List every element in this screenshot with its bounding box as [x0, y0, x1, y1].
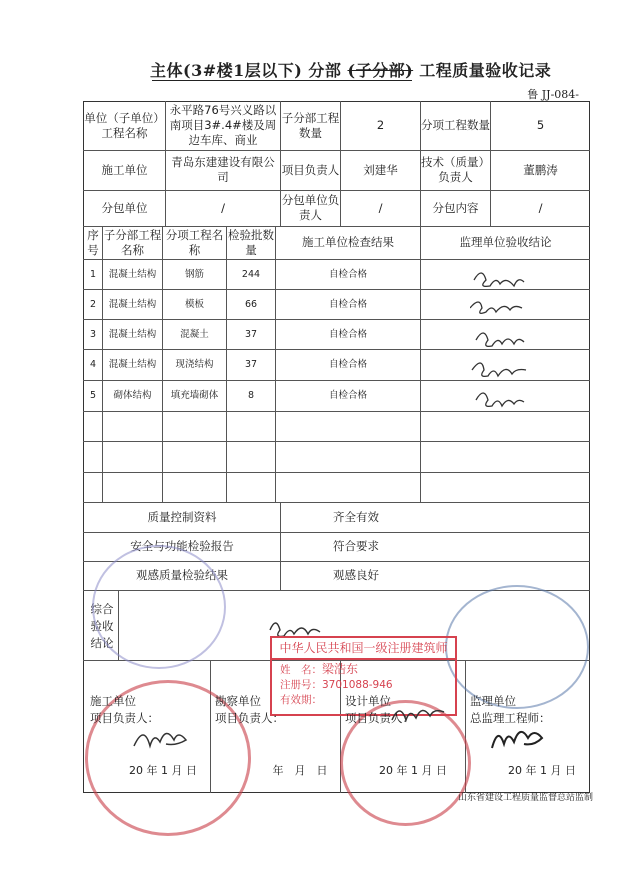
col-header-result: 施工单位检查结果 [302, 235, 394, 249]
issuer-footer: 山东省建设工程质量监督总站监制 [457, 793, 593, 803]
subcontract-content-value: / [538, 200, 543, 215]
survey-date: 年 月 日 [272, 763, 328, 777]
subcontractor-manager-label: 分包单位负责人 [281, 193, 340, 222]
constr-unit-label: 施工单位 [90, 693, 136, 708]
item-count-value: 5 [536, 118, 545, 132]
tech-manager-value: 董鹏涛 [523, 162, 558, 177]
qc-value: 齐全有效 [333, 509, 379, 524]
architect-stamp: 中华人民共和国一级注册建筑师 姓 名：梁浩东 注册号：3701088-946 有效期： [270, 636, 457, 716]
supervisor-row-signatures [470, 260, 550, 410]
design-unit-label: 设计单位 [345, 693, 391, 708]
chief-engineer-label: 总监理工程师： [470, 710, 551, 725]
qc-label: 质量控制资料 [147, 509, 217, 524]
supervisor-date: 20 年 1 月 日 [508, 763, 576, 777]
subcontractor-label: 分包单位 [101, 200, 148, 215]
supervisor-unit-label: 监理单位 [470, 693, 516, 708]
subcontractor-value: / [221, 200, 225, 215]
unit-name-value: 永平路76号兴义路以南项目3#.4#楼及周边车库、商业 [169, 103, 277, 147]
col-header-sub: 子分部工程名称 [103, 227, 162, 257]
subcontract-content-label: 分包内容 [432, 200, 479, 215]
company-stamp-blue [92, 545, 226, 669]
tech-manager-label: 技术（质量）负责人 [421, 155, 490, 184]
safety-label: 安全与功能检验报告 [130, 539, 234, 553]
sub-count-value: 2 [376, 118, 385, 132]
supervisor-stamp-blue [445, 585, 589, 709]
document-number: 鲁 JJ-084- [527, 88, 579, 101]
col-header-no: 序号 [87, 227, 99, 257]
design-pm-label: 项目负责人： [345, 710, 414, 725]
chief-engineer-signature [488, 718, 558, 758]
constructor-value: 青岛东建建设有限公司 [171, 155, 275, 184]
title-underline [152, 80, 412, 81]
constr-pm-label: 项目负责人： [90, 710, 159, 725]
item-count-label: 分项工程数量 [421, 118, 490, 132]
constr-date: 20 年 1 月 日 [129, 763, 197, 777]
appearance-label: 观感质量检验结果 [136, 568, 228, 582]
design-date: 20 年 1 月 日 [379, 763, 447, 777]
col-header-conclusion: 监理单位验收结论 [459, 235, 552, 249]
survey-unit-label: 勘察单位 [215, 693, 261, 708]
subcontractor-manager-value: / [378, 200, 383, 215]
col-header-count: 检验批数量 [228, 227, 274, 257]
unit-name-label: 单位（子单位）工程名称 [84, 110, 165, 140]
appearance-value: 观感良好 [333, 568, 379, 582]
safety-value: 符合要求 [333, 539, 379, 553]
col-header-item: 分项工程名称 [165, 227, 224, 257]
conclusion-label: 综合验收结论 [90, 601, 114, 650]
document-title: 主体(3#楼1层以下) 分部 (子分部) 工程质量验收记录 [150, 61, 552, 80]
constr-pm-signature [130, 718, 200, 758]
project-manager-value: 刘建华 [363, 162, 398, 177]
constructor-label: 施工单位 [101, 162, 148, 177]
design-pm-signature [390, 700, 450, 730]
survey-pm-label: 项目负责人： [215, 710, 284, 725]
sub-count-label: 子分部工程数量 [281, 110, 340, 140]
project-manager-label: 项目负责人 [281, 162, 340, 177]
